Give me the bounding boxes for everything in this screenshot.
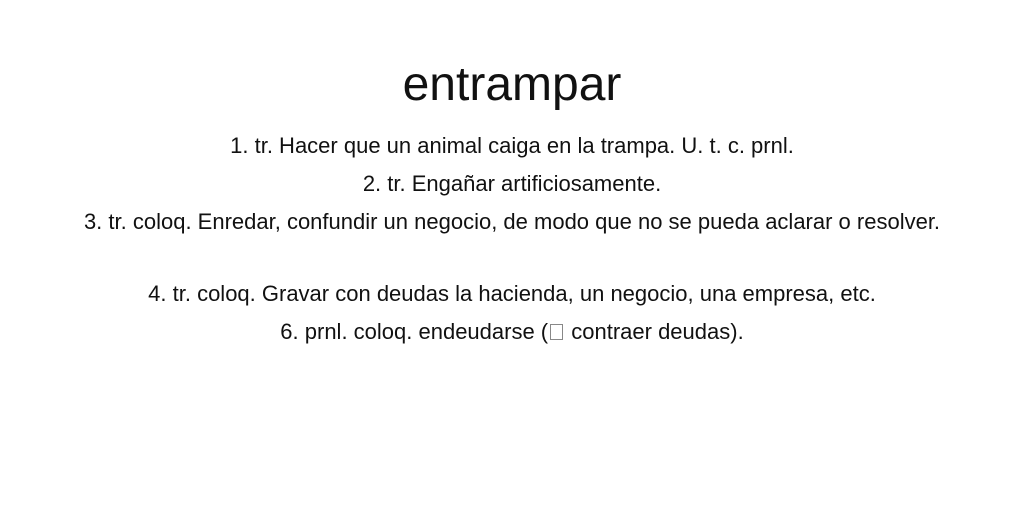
cross-reference-icon — [550, 324, 563, 340]
definition-3: 3. tr. coloq. Enredar, confundir un negocio, de modo que no se pueda aclarar o resolver. — [83, 209, 941, 234]
definition-6 — [60, 313, 964, 351]
definition-6-end: contraer deudas). — [565, 319, 744, 344]
definition-4: 4. tr. coloq. Gravar con deudas la hacienda, un negocio, una empresa, etc. — [148, 281, 876, 306]
definition-2: 2. tr. Engañar artificiosamente. — [362, 171, 662, 196]
headword: entrampar — [402, 58, 622, 111]
definition-6-start: 6. prnl. coloq. endeudarse ( — [280, 319, 549, 344]
definition-1: 1. tr. Hacer que un animal caiga en la trampa. U. t. c. prnl. — [230, 133, 794, 158]
